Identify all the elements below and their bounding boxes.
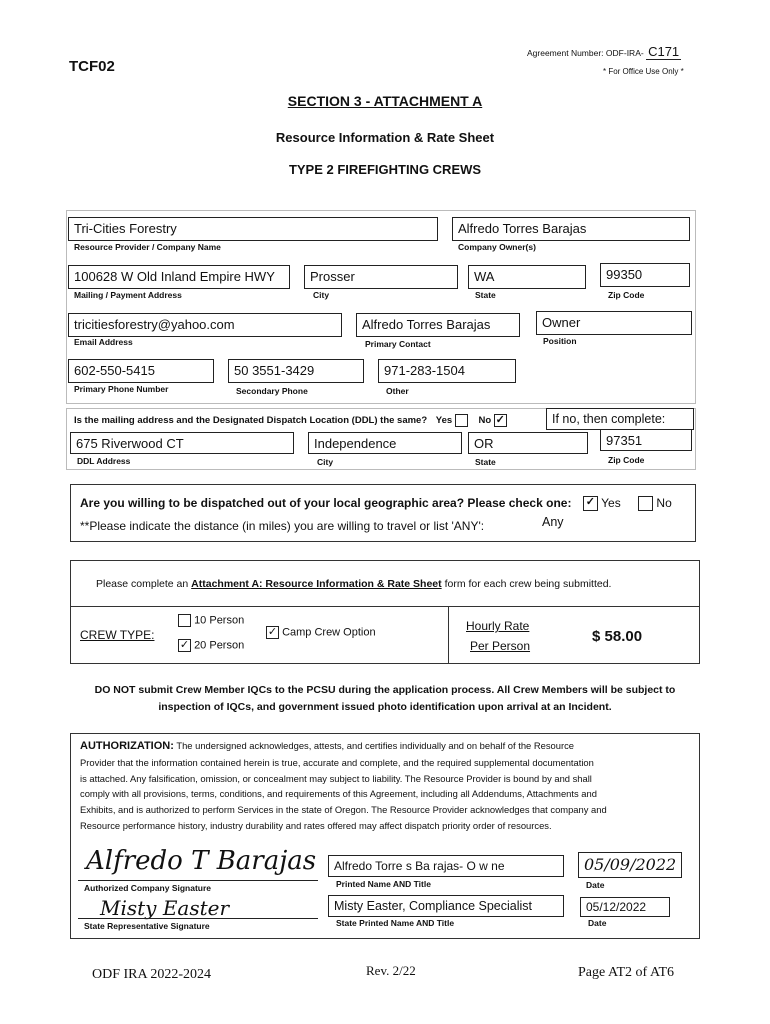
date-2-label: Date xyxy=(588,918,607,928)
address-label: Mailing / Payment Address xyxy=(74,290,182,300)
dispatch-question-text: Are you willing to be dispatched out of your local geographic area? Please check one: xyxy=(80,496,572,510)
authorization-line-5: Exhibits, and is authorized to perform Services in the state of Oregon. The Resource Provider acknowledges that company and xyxy=(80,804,607,816)
ddl-state-label: State xyxy=(475,457,496,467)
ddl-zip-label: Zip Code xyxy=(608,455,645,465)
dispatch-frame xyxy=(70,484,696,542)
office-use-note: * For Office Use Only * xyxy=(603,67,684,76)
primary-phone-label: Primary Phone Number xyxy=(74,384,169,394)
crew-instruction-post: form for each crew being submitted. xyxy=(444,578,612,590)
position-field[interactable]: Owner xyxy=(536,311,692,335)
crew-20-label: 20 Person xyxy=(194,639,245,652)
rate-divider xyxy=(448,606,449,664)
agreement-number xyxy=(527,44,681,59)
state-label: State xyxy=(475,290,496,300)
crew-20-checkbox[interactable]: ✓ xyxy=(179,639,190,651)
printed-name-field[interactable]: Alfredo Torre s Ba rajas- O w ne xyxy=(328,855,564,877)
camp-crew-checkbox[interactable]: ✓ xyxy=(267,626,278,638)
date-1-field[interactable]: 05/09/2022 xyxy=(578,852,682,878)
state-signature-label: State Representative Signature xyxy=(84,921,210,931)
notice-line-1: DO NOT submit Crew Member IQCs to the PCSU during the application process. All Crew Members will be subject to xyxy=(94,684,676,696)
rate-value[interactable]: $ 58.00 xyxy=(592,628,643,645)
secondary-phone-field[interactable]: 50 3551-3429 xyxy=(228,359,364,383)
primary-contact-label: Primary Contact xyxy=(365,339,431,349)
hourly-rate-label: Hourly Rate xyxy=(466,619,530,633)
agreement-prefix: ODF-IRA- xyxy=(605,48,644,58)
primary-contact-field[interactable]: Alfredo Torres Barajas xyxy=(356,313,520,337)
authorized-signature-line xyxy=(78,880,318,881)
authorized-signature[interactable]: Alfredo T Barajas xyxy=(86,846,317,876)
distance-prompt: **Please indicate the distance (in miles) you are willing to travel or list 'ANY': xyxy=(80,519,485,533)
authorized-signature-label: Authorized Company Signature xyxy=(84,883,212,893)
ddl-if-no-box: If no, then complete: xyxy=(546,408,694,430)
camp-crew-label: Camp Crew Option xyxy=(282,626,376,639)
printed-name-label: Printed Name AND Title xyxy=(336,879,431,889)
date-2-field[interactable]: 05/12/2022 xyxy=(580,897,670,917)
crew-frame xyxy=(70,560,700,664)
other-phone-field[interactable]: 971-283-1504 xyxy=(378,359,516,383)
state-printed-field[interactable]: Misty Easter, Compliance Specialist xyxy=(328,895,564,917)
owner-label: Company Owner(s) xyxy=(458,242,536,252)
state-signature-line xyxy=(78,918,318,919)
ddl-no-label: No xyxy=(478,415,492,427)
footer-left: ODF IRA 2022-2024 xyxy=(92,967,212,982)
position-label: Position xyxy=(543,336,577,346)
crew-type-label: CREW TYPE: xyxy=(80,628,155,642)
crew-instruction xyxy=(96,578,611,590)
city-field[interactable]: Prosser xyxy=(304,265,458,289)
owner-field[interactable]: Alfredo Torres Barajas xyxy=(452,217,690,241)
crew-10-label: 10 Person xyxy=(194,614,245,627)
state-signature[interactable]: Misty Easter xyxy=(100,896,230,920)
dispatch-no-label: No xyxy=(656,496,672,510)
other-phone-label: Other xyxy=(386,386,409,396)
crew-10-checkbox[interactable] xyxy=(178,614,191,627)
date-1-label: Date xyxy=(586,880,605,890)
state-printed-label: State Printed Name AND Title xyxy=(336,918,455,928)
agreement-value: C171 xyxy=(648,44,680,59)
ddl-yes-checkbox[interactable] xyxy=(455,414,468,427)
authorization-line-6: Resource performance history, industry durability and rates offered may affect dispatch priority order of resources. xyxy=(80,819,552,831)
state-field[interactable]: WA xyxy=(468,265,586,289)
crew-option-20 xyxy=(178,639,244,652)
authorization-line-3: is attached. Any falsification, omission, or concealment may subject to liability. The Resource Provider is bound by and shall xyxy=(80,772,592,784)
authorization-line-1: The undersigned acknowledges, attests, and certifies individually and on behalf of the Resource xyxy=(176,740,574,751)
ddl-question-text: Is the mailing address and the Designated Dispatch Location (DDL) the same? xyxy=(74,415,428,427)
ddl-address-label: DDL Address xyxy=(77,456,131,466)
crew-instruction-pre: Please complete an xyxy=(96,578,189,590)
dispatch-yes-label: Yes xyxy=(601,496,621,510)
ddl-no-checkbox[interactable]: ✓ xyxy=(495,414,505,426)
crew-option-10 xyxy=(178,614,244,627)
ddl-state-field[interactable]: OR xyxy=(468,432,588,454)
crew-type-title: TYPE 2 FIREFIGHTING CREWS xyxy=(288,162,482,177)
city-label: City xyxy=(313,290,330,300)
authorization-line-4: comply with all provisions, terms, conditions, and requirements of this Agreement, including all Addendums, Attachments and xyxy=(80,788,597,800)
ddl-yes-label: Yes xyxy=(435,415,453,427)
dispatch-question xyxy=(80,496,672,511)
sheet-title: Resource Information & Rate Sheet xyxy=(275,130,495,145)
notice-line-2: inspection of IQCs, and government issued photo identification upon arrival at an Incident. xyxy=(158,701,612,713)
footer-center: Rev. 2/22 xyxy=(366,963,416,978)
secondary-phone-label: Secondary Phone xyxy=(236,386,308,396)
ddl-city-label: City xyxy=(317,457,334,467)
form-code: TCF02 xyxy=(69,58,115,75)
distance-value[interactable]: Any xyxy=(542,515,564,529)
authorization-text xyxy=(80,738,694,834)
crew-divider xyxy=(70,606,700,607)
footer-right: Page AT2 of AT6 xyxy=(578,965,675,980)
ddl-zip-field[interactable]: 97351 xyxy=(600,429,692,451)
company-name-field[interactable]: Tri-Cities Forestry xyxy=(68,217,438,241)
ddl-address-field[interactable]: 675 Riverwood CT xyxy=(70,432,294,454)
zip-field[interactable]: 99350 xyxy=(600,263,690,287)
authorization-line-2: Provider that the information contained herein is true, accurate and complete, and the required supplemental documentation xyxy=(80,756,594,768)
crew-instruction-link[interactable]: Attachment A: Resource Information & Rate Sheet xyxy=(191,578,442,590)
address-field[interactable]: 100628 W Old Inland Empire HWY xyxy=(68,265,290,289)
ddl-city-field[interactable]: Independence xyxy=(308,432,462,454)
agreement-label: Agreement Number: xyxy=(527,48,604,58)
dispatch-yes-checkbox[interactable]: ✓ xyxy=(583,496,598,511)
email-field[interactable]: tricitiesforestry@yahoo.com xyxy=(68,313,342,337)
primary-phone-field[interactable]: 602-550-5415 xyxy=(68,359,214,383)
section-title: SECTION 3 - ATTACHMENT A xyxy=(287,93,483,109)
ddl-question xyxy=(74,414,507,427)
per-person-label: Per Person xyxy=(470,639,531,653)
authorization-title: AUTHORIZATION: xyxy=(80,740,174,752)
camp-crew-option xyxy=(266,626,376,639)
zip-label: Zip Code xyxy=(608,290,645,300)
company-name-label: Resource Provider / Company Name xyxy=(74,242,221,252)
email-label: Email Address xyxy=(74,337,133,347)
dispatch-no-checkbox[interactable] xyxy=(638,496,653,511)
